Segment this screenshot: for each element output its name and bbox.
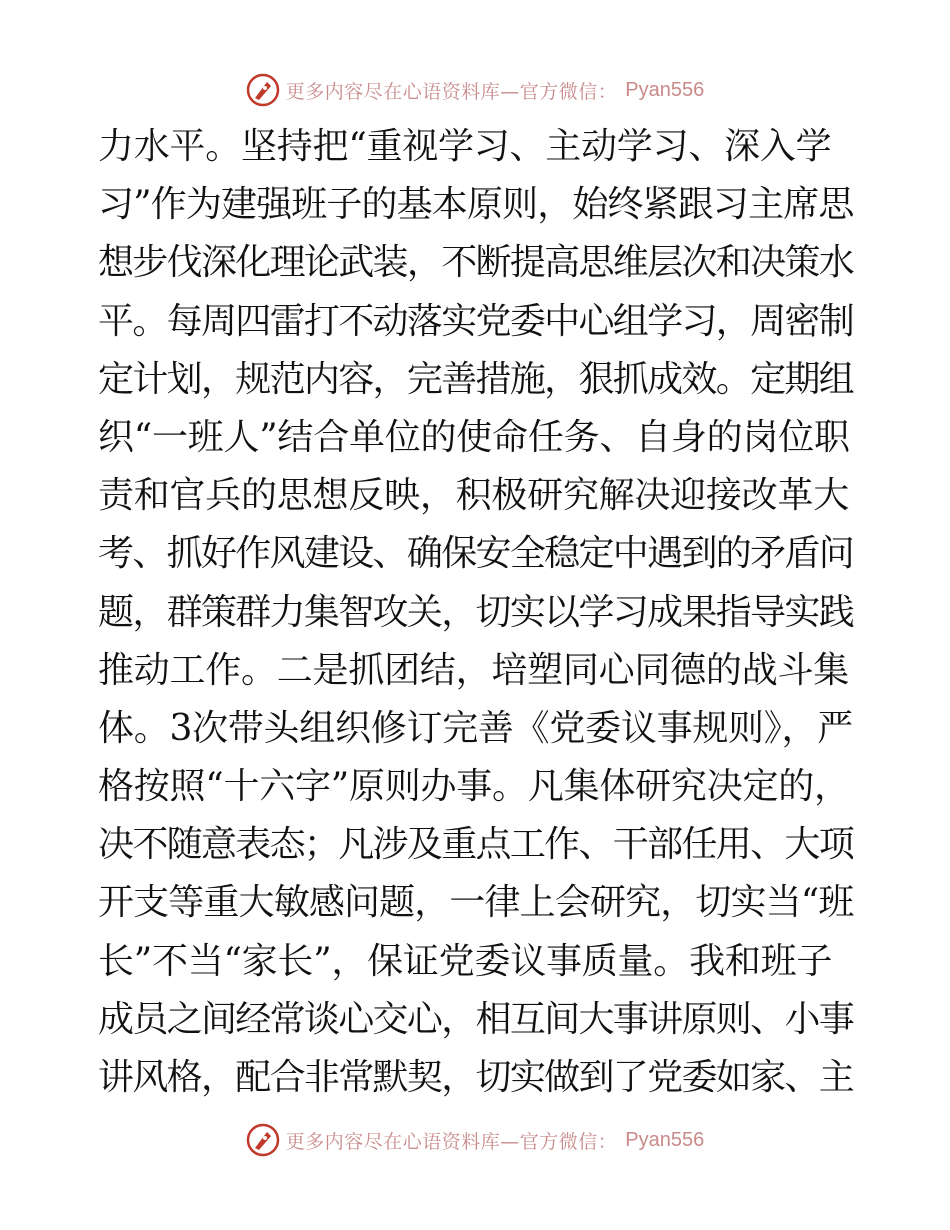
body-text-line: 决不随意表态；凡涉及重点工作、干部任用、大项 [98,824,854,866]
body-text-line: 体。3次带头组织修订完善《党委议事规则》，严 [98,707,853,749]
body-text-line: 长”不当“家长”，保证党委议事质量。我和班子 [98,940,833,982]
body-text-line: 推动工作。二是抓团结，培塑同心同德的战斗集 [98,649,849,691]
footer-watermark [0,1120,950,1160]
body-text-line: 考、抓好作风建设、确保安全稳定中遇到的矛盾问 [98,533,854,575]
watermark-id: Pyan556 [625,1128,705,1151]
body-text-line: 成员之间经常谈心交心，相互间大事讲原则、小事 [98,998,854,1040]
watermark-text: 更多内容尽在心语资料库—官方微信： [285,80,618,103]
pen-nib-logo-icon [246,1123,280,1157]
document-body [98,118,858,1107]
body-text-line: 习”作为建强班子的基本原则，始终紧跟习主席思 [98,184,854,226]
body-text-line: 格按照“十六字”原则办事。凡集体研究决定的， [98,766,850,808]
body-text-line: 想步伐深化理论武装，不断提高思维层次和决策水 [98,242,854,284]
pen-nib-logo-icon [246,73,280,107]
body-text-line: 平。每周四雷打不动落实党委中心组学习，周密制 [98,300,854,342]
body-text-line: 讲风格，配合非常默契，切实做到了党委如家、主 [98,1057,854,1098]
body-text-line: 定计划，规范内容，完善措施，狠抓成效。定期组 [98,358,854,400]
body-text-line: 责和官兵的思想反映，积极研究解决迎接改革大 [98,475,849,517]
header-watermark [0,70,950,110]
body-text-line: 开支等重大敏感问题，一律上会研究，切实当“班 [98,882,854,924]
body-text-line: 力水平。坚持把“重视学习、主动学习、深入学 [98,126,832,167]
body-text-line: 题，群策群力集智攻关，切实以学习成果指导实践 [98,591,854,633]
body-text-line: 织“一班人”结合单位的使命任务、自身的岗位职 [98,416,850,458]
watermark-text: 更多内容尽在心语资料库—官方微信： [285,1130,618,1153]
watermark-id: Pyan556 [625,78,705,101]
